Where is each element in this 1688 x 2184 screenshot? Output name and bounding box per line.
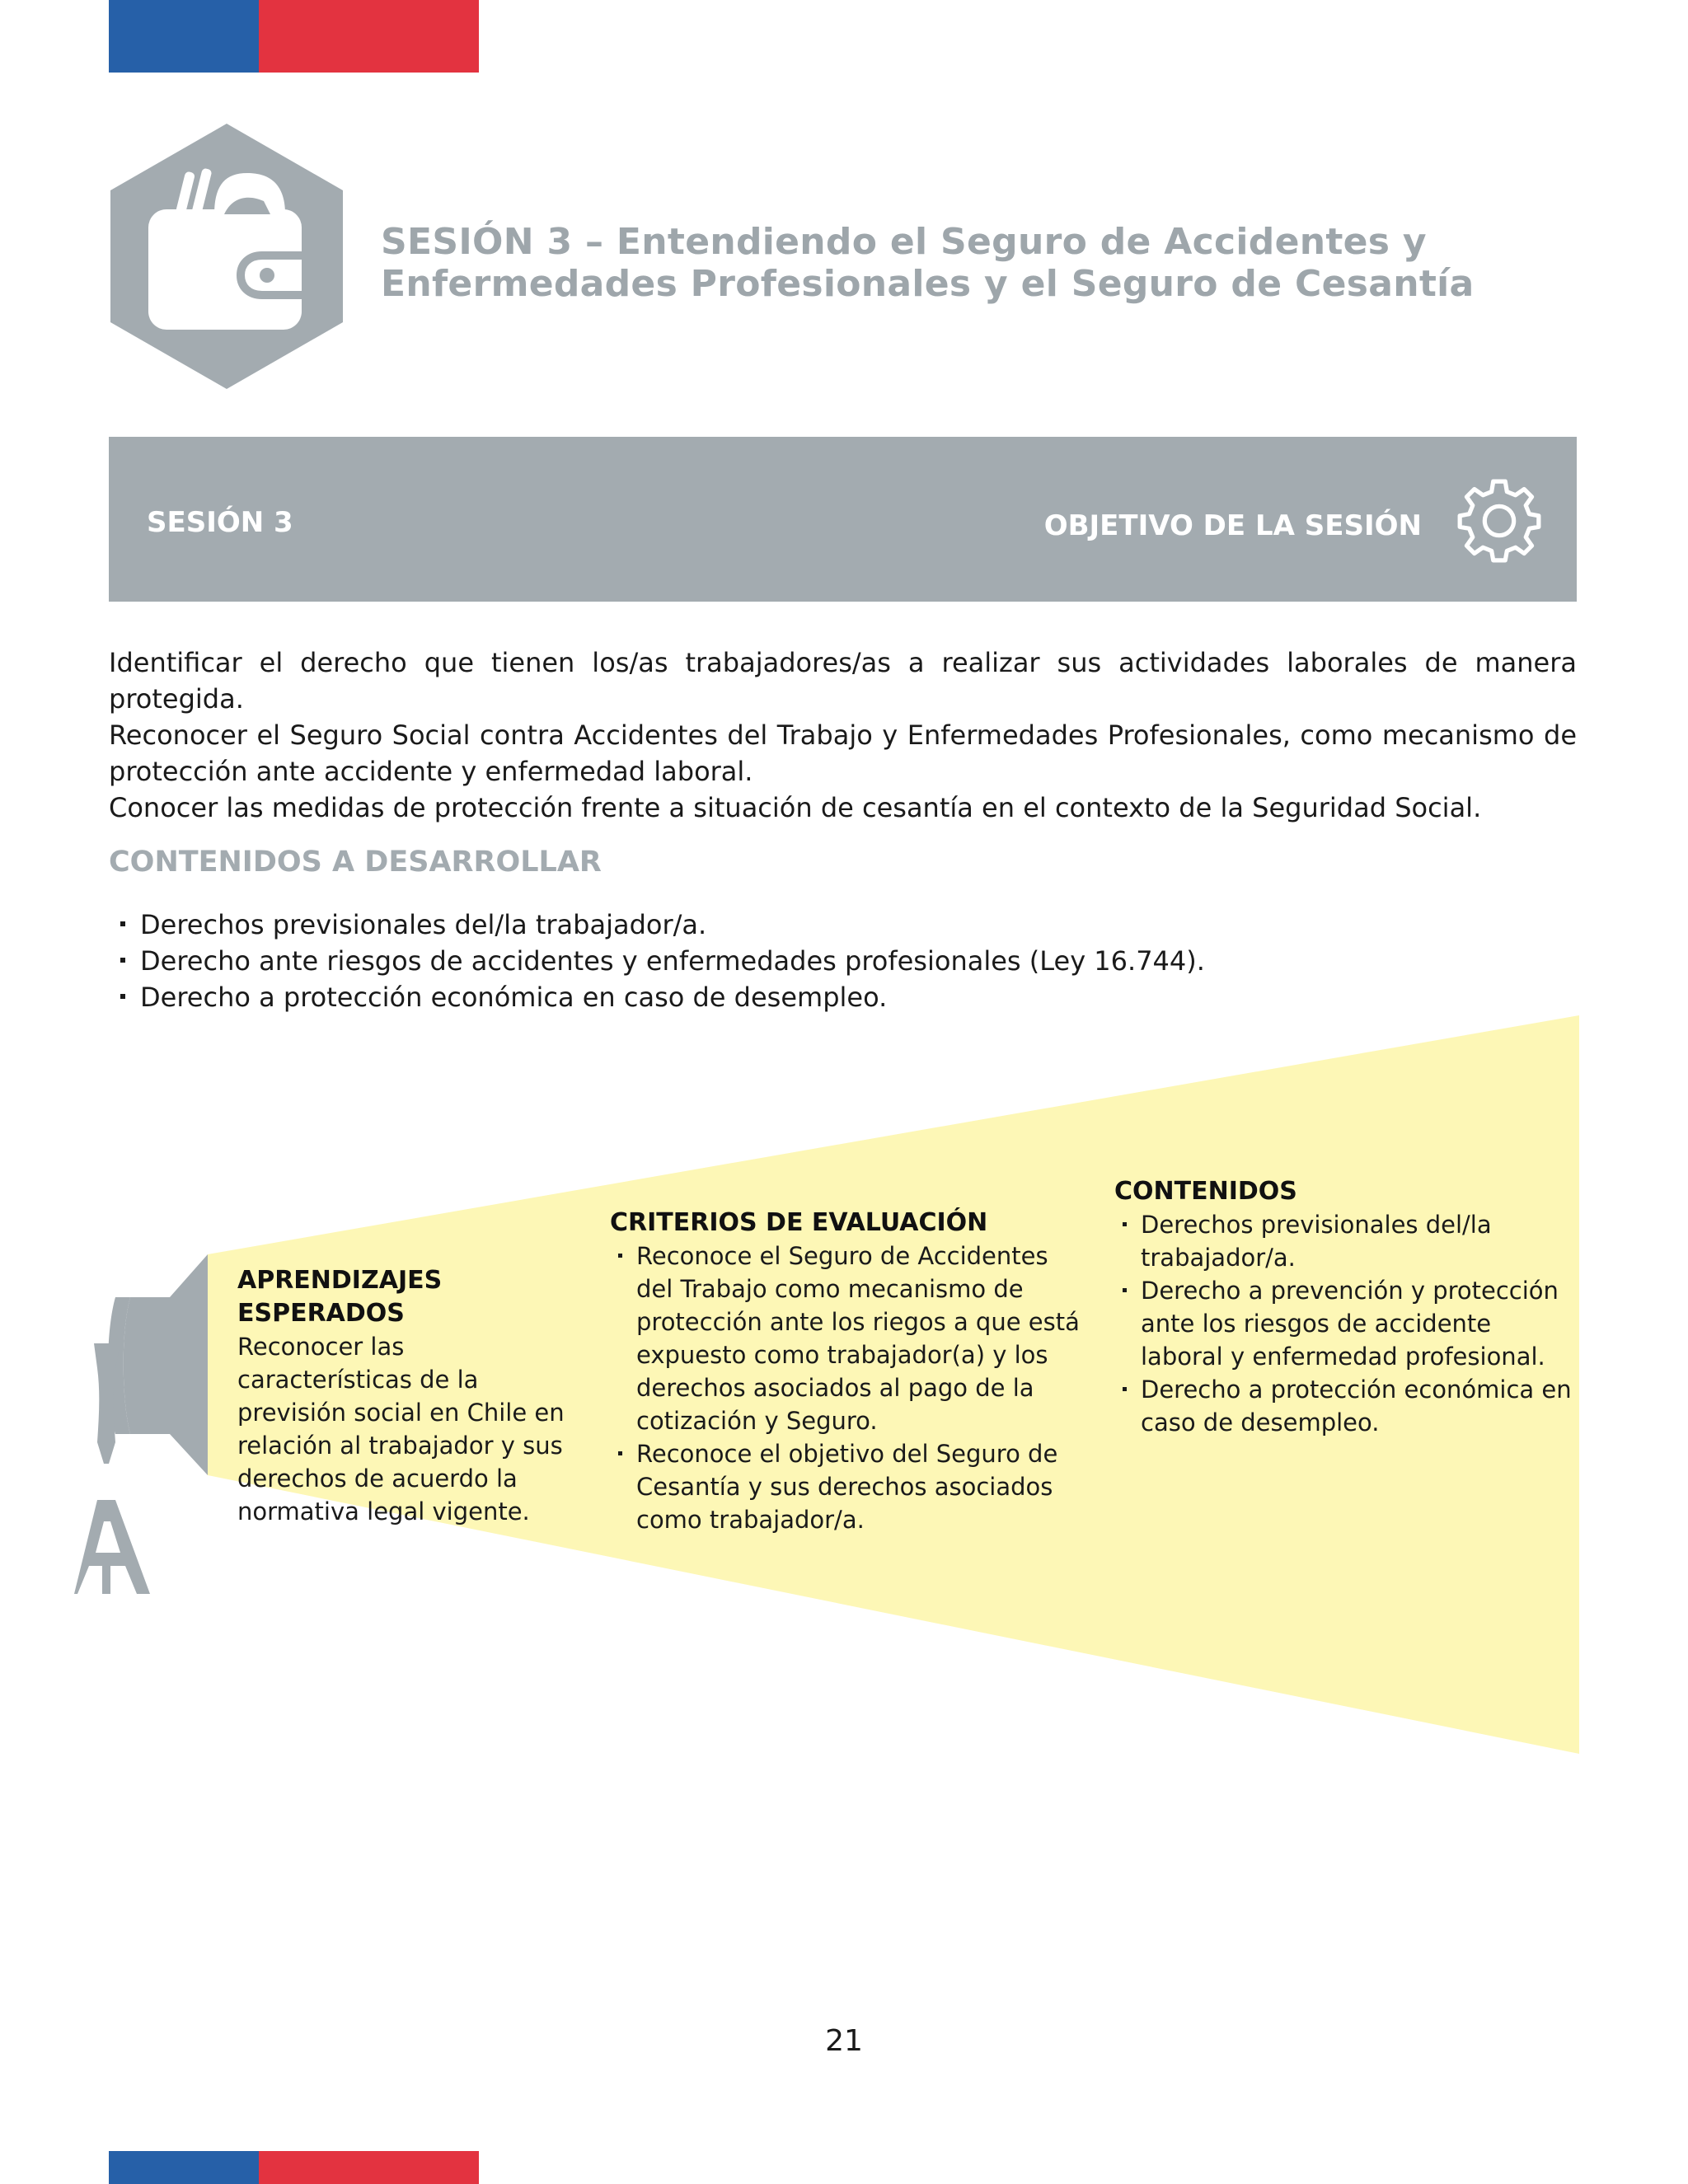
band-session-label: SESIÓN 3: [147, 506, 293, 539]
flag-blue-segment: [109, 2151, 259, 2184]
contenidos-heading: CONTENIDOS: [1114, 1177, 1297, 1206]
session-title: SESIÓN 3 – Entendiendo el Seguro de Accidentes y Enfermedades Profesionales y el Seguro de Cesantía: [381, 221, 1475, 305]
list-item: Derecho a prevención y protección ante los riesgos de accidente laboral y enfermedad profesional.: [1114, 1274, 1576, 1373]
flag-red-segment: [259, 0, 479, 73]
criterios-list: [610, 1240, 1080, 1536]
band-objective-label: OBJETIVO DE LA SESIÓN: [1043, 509, 1422, 542]
contenidos-list: [1114, 1208, 1576, 1439]
aprendizajes-column: [237, 1264, 584, 1528]
list-item: Derechos previsionales del/la trabajador/a.: [109, 907, 1510, 943]
aprendizajes-text: Reconocer las características de la previsión social en Chile en relación al trabajador y sus derechos de acuerdo la normativa legal vigente.: [237, 1333, 565, 1526]
objective-item: Conocer las medidas de protección frente a situación de cesantía en el contexto de la Seguridad Social.: [109, 792, 1482, 823]
spotlight-icon: [74, 1254, 208, 1594]
criterios-column: [610, 1207, 1080, 1536]
gear-icon: [1456, 478, 1542, 564]
flag-stripe-bottom: [109, 2151, 479, 2184]
list-item: Reconoce el Seguro de Accidentes del Trabajo como mecanismo de protección ante los riegos a que está expuesto como trabajador(a) y los derechos asociados al pago de la cotización y Seguro.: [610, 1240, 1080, 1437]
list-item: Derecho a protección económica en caso de desempleo.: [1114, 1373, 1576, 1439]
page-number: 21: [825, 2024, 863, 2058]
criterios-heading: CRITERIOS DE EVALUACIÓN: [610, 1208, 988, 1237]
session-badge: [109, 122, 345, 391]
contents-list: [109, 907, 1510, 1015]
contenidos-column: [1114, 1175, 1576, 1439]
contents-heading: CONTENIDOS A DESARROLLAR: [109, 846, 602, 879]
list-item: Reconoce el objetivo del Seguro de Cesantía y sus derechos asociados como trabajador/a.: [610, 1437, 1080, 1536]
flag-blue-segment: [109, 0, 259, 73]
list-item: Derecho a protección económica en caso de desempleo.: [109, 979, 1510, 1015]
flag-red-segment: [259, 2151, 479, 2184]
objective-item: Identificar el derecho que tienen los/as trabajadores/as a realizar sus actividades laborales de manera protegida.: [109, 647, 1577, 715]
objective-item: Reconocer el Seguro Social contra Accidentes del Trabajo y Enfermedades Profesionales, como mecanismo de protección ante accidente y enfermedad laboral.: [109, 719, 1577, 787]
list-item: Derecho ante riesgos de accidentes y enfermedades profesionales (Ley 16.744).: [109, 943, 1510, 979]
list-item: Derechos previsionales del/la trabajador/a.: [1114, 1208, 1576, 1274]
session-band: [109, 437, 1577, 602]
aprendizajes-heading: APRENDIZAJES ESPERADOS: [237, 1266, 443, 1328]
session-objectives: [109, 644, 1577, 826]
flag-stripe-top: [109, 0, 479, 73]
